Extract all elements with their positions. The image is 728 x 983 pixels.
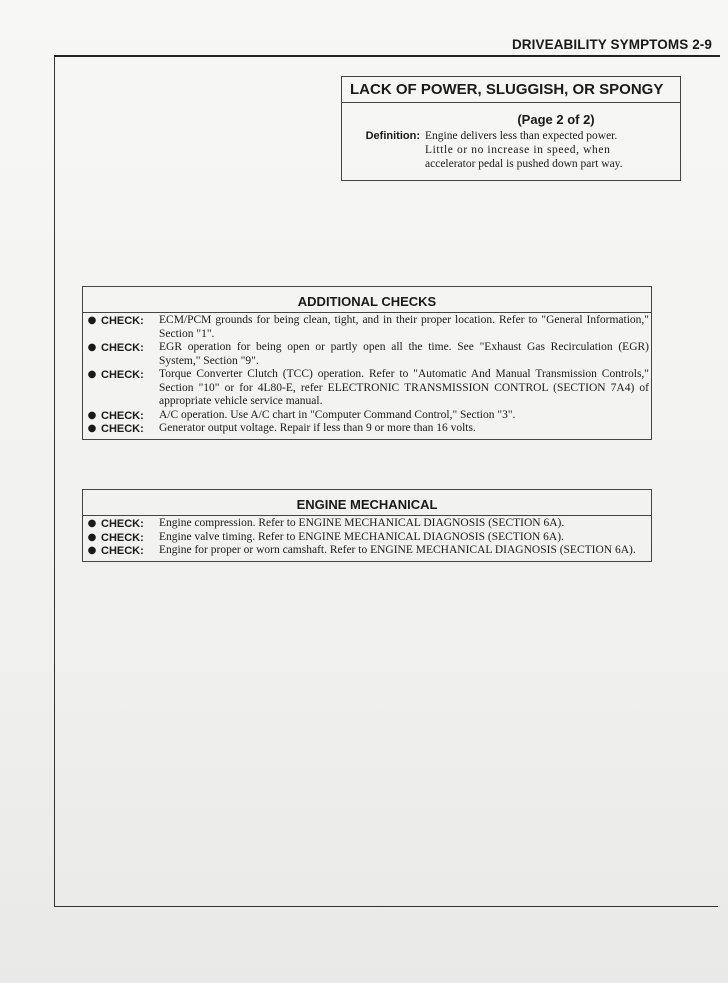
check-text: Generator output voltage. Repair if less than 9 or more than 16 volts.	[159, 422, 476, 435]
bullet-icon: ●	[87, 423, 97, 435]
check-item	[83, 544, 651, 558]
symptom-title-box	[341, 76, 681, 181]
check-item	[83, 409, 651, 423]
check-text: Torque Converter Clutch (TCC) operation. Refer to "Automatic And Manual Transmission Controls," Section "10" or for 4L80-E, refer ELECTRONIC TRANSMISSION CONTROL (SECTION 7A4) of appropriate vehicle service manual.	[159, 368, 649, 408]
definition-line: accelerator pedal is pushed down part way.	[425, 158, 623, 170]
check-item	[83, 531, 651, 545]
page-header	[512, 37, 712, 52]
check-label: CHECK:	[101, 369, 144, 382]
check-item	[83, 314, 651, 341]
symptom-page-indicator: (Page 2 of 2)	[517, 112, 595, 127]
engine-mechanical-list	[83, 517, 651, 558]
check-label: CHECK:	[101, 545, 144, 558]
box-divider	[83, 312, 651, 313]
check-item	[83, 422, 651, 436]
header-page-number: 2-9	[692, 37, 712, 52]
definition-row	[342, 129, 680, 171]
engine-mechanical-title: ENGINE MECHANICAL	[296, 497, 438, 512]
bullet-icon: ●	[87, 531, 97, 543]
bullet-icon: ●	[87, 369, 97, 381]
check-text: Engine valve timing. Refer to ENGINE MECHANICAL DIAGNOSIS (SECTION 6A).	[159, 530, 564, 543]
definition-line: Engine delivers less than expected power.	[425, 130, 618, 142]
definition-text	[425, 129, 680, 171]
check-label: CHECK:	[101, 423, 144, 436]
page-frame	[54, 57, 718, 907]
additional-checks-box	[82, 286, 652, 440]
check-text: A/C operation. Use A/C chart in "Computer Command Control," Section "3".	[159, 408, 516, 421]
check-text: EGR operation for being open or partly open all the time. See "Exhaust Gas Recirculation (EGR) System," Section "9".	[159, 341, 649, 367]
header-title: DRIVEABILITY SYMPTOMS	[511, 37, 689, 52]
additional-checks-list	[83, 314, 651, 436]
check-item	[83, 368, 651, 409]
check-label: CHECK:	[101, 342, 144, 355]
definition-line: Little or no increase in speed, when	[425, 144, 611, 156]
check-label: CHECK:	[101, 518, 144, 531]
check-label: CHECK:	[101, 315, 144, 328]
engine-mechanical-box	[82, 489, 652, 562]
symptom-title: LACK OF POWER, SLUGGISH, OR SPONGY	[342, 77, 680, 103]
check-text: Engine for proper or worn camshaft. Refer to ENGINE MECHANICAL DIAGNOSIS (SECTION 6A).	[159, 544, 636, 557]
definition-label: Definition:	[365, 130, 420, 142]
check-text: ECM/PCM grounds for being clean, tight, and in their proper location. Refer to "General Information," Section "1".	[159, 314, 649, 340]
additional-checks-title: ADDITIONAL CHECKS	[297, 294, 437, 309]
check-text: Engine compression. Refer to ENGINE MECHANICAL DIAGNOSIS (SECTION 6A).	[159, 517, 565, 530]
check-label: CHECK:	[101, 531, 144, 544]
check-item	[83, 517, 651, 531]
check-label: CHECK:	[101, 409, 144, 422]
check-item	[83, 341, 651, 368]
bullet-icon: ●	[87, 342, 97, 354]
box-divider	[83, 515, 651, 516]
bullet-icon: ●	[87, 545, 97, 557]
bullet-icon: ●	[87, 518, 97, 530]
bullet-icon: ●	[87, 409, 97, 421]
bullet-icon: ●	[87, 315, 97, 327]
